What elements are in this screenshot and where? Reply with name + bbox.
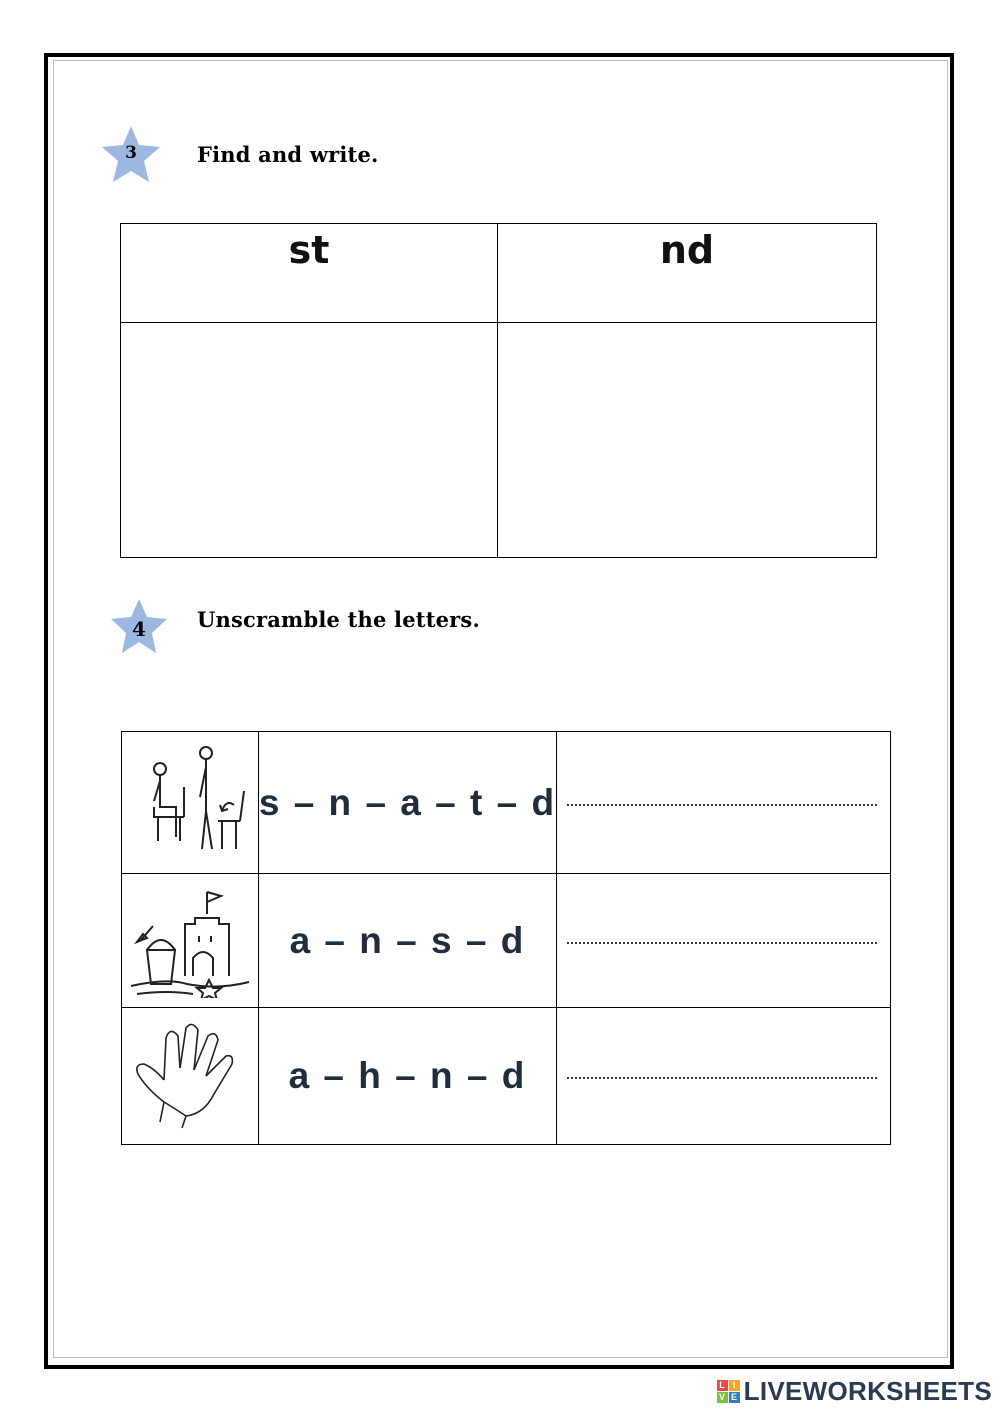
- column-header-st: st: [121, 224, 498, 323]
- picture-cell: [122, 874, 259, 1008]
- table-row: [122, 1008, 891, 1145]
- exercise-4-title: Unscramble the letters.: [197, 607, 480, 632]
- scrambled-word: s – n – a – t – d: [258, 732, 556, 874]
- table-row: [122, 874, 891, 1008]
- scrambled-word: a – h – n – d: [258, 1008, 556, 1145]
- exercise-3-star-icon: [101, 126, 161, 182]
- sit-stand-illustration: [130, 741, 250, 861]
- answer-line-cell[interactable]: [557, 732, 891, 874]
- column-header-nd: nd: [498, 224, 877, 323]
- answer-dotted-line[interactable]: [567, 942, 877, 944]
- exercise-4-number: 4: [132, 617, 146, 641]
- answer-area-st[interactable]: [121, 323, 498, 558]
- picture-cell: [122, 1008, 259, 1145]
- exercise-4-star-icon: [110, 599, 168, 653]
- watermark-text: LIVEWORKSHEETS: [743, 1376, 992, 1406]
- liveworksheets-logo-icon: L I V E: [717, 1380, 740, 1403]
- answer-area-nd[interactable]: [498, 323, 877, 558]
- answer-dotted-line[interactable]: [567, 1077, 877, 1079]
- picture-cell: [122, 732, 259, 874]
- hand-illustration: [130, 1018, 250, 1130]
- answer-dotted-line[interactable]: [567, 804, 877, 806]
- scrambled-word: a – n – s – d: [258, 874, 556, 1008]
- exercise-3-title: Find and write.: [197, 142, 379, 167]
- liveworksheets-watermark: [717, 1376, 992, 1407]
- answer-line-cell[interactable]: [557, 1008, 891, 1145]
- answer-line-cell[interactable]: [557, 874, 891, 1008]
- exercise-3-number: 3: [125, 143, 137, 163]
- find-and-write-table: [120, 223, 877, 558]
- table-row: [122, 732, 891, 874]
- sandcastle-illustration: [127, 880, 253, 998]
- unscramble-table: [121, 731, 891, 1145]
